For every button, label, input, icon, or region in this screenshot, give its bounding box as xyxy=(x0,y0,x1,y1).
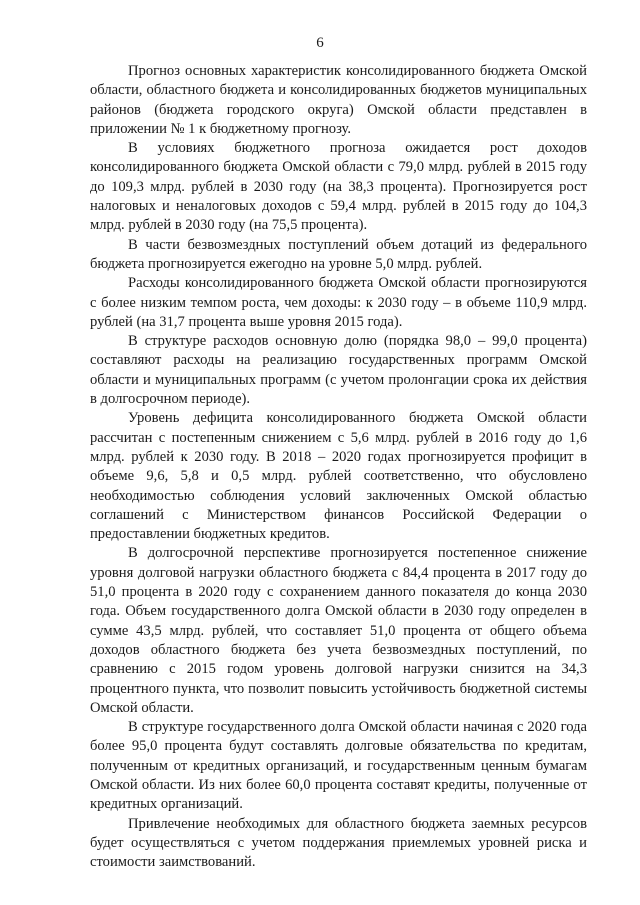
paragraph-expenditure-structure: В структуре расходов основную долю (порядка 98,0 – 99,0 процента) составляют расходы на реализацию государственных программ Омской области и муниципальных программ (с учетом пролонгации срока их действия в долгосрочном периоде). xyxy=(90,333,587,408)
paragraph-borrowing: Привлечение необходимых для областного бюджета заемных ресурсов будет осуществляться с учетом поддержания приемлемых уровней риска и стоимости заимствований. xyxy=(90,815,587,871)
paragraph-forecast-intro: Прогноз основных характеристик консолидированного бюджета Омской области, областного бюджета и консолидированных бюджетов муниципальных районов (бюджета городского округа) Омской области представлен в приложении № 1 к бюджетному прогнозу. xyxy=(90,63,587,137)
paragraph-expenditures: Расходы консолидированного бюджета Омской области прогнозируются с более низким темпом роста, чем доходы: к 2030 году – в объеме 110,9 млрд. рублей (на 31,7 процента выше уровня 2015 года). xyxy=(90,275,587,330)
paragraph-federal-subsidies: В части безвозмездных поступлений объем дотаций из федерального бюджета прогнозируется ежегодно на уровне 5,0 млрд. рублей. xyxy=(90,236,587,272)
document-body xyxy=(90,62,587,872)
paragraph-debt-structure: В структуре государственного долга Омской области начиная с 2020 года более 95,0 процента будут составлять долговые обязательства по кредитам, полученным от кредитных организаций, и государственным ценным бумагам Омской области. Из них более 60,0 процента составят кредиты, полученные от кредитных организаций. xyxy=(90,719,587,813)
paragraph-debt-load: В долгосрочной перспективе прогнозируется постепенное снижение уровня долговой нагрузки областного бюджета с 84,4 процента в 2017 году до 51,0 процента в 2020 году с сохранением данного показателя до конца 2030 года. Объем государственного долга Омской области в 2030 году определен в сумме 43,5 млрд. рублей, что составляет 51,0 процента от общего объема доходов областного бюджета без учета безвозмездных поступлений, по сравнению с 2015 годом уровень долговой нагрузки снизится на 34,3 процентного пункта, что позволит повысить устойчивость бюджетной системы Омской области. xyxy=(90,545,587,716)
paragraph-deficit: Уровень дефицита консолидированного бюджета Омской области рассчитан с постепенным снижением с 5,6 млрд. рублей в 2016 году до 1,6 млрд. рублей к 2030 году. В 2018 – 2020 годах прогнозируется профицит в объеме 9,6, 5,8 и 0,5 млрд. рублей соответственно, что обусловлено необходимостью соблюдения условий заключенных Омской областью соглашений с Министерством финансов Российской Федерации о предоставлении бюджетных кредитов. xyxy=(90,410,587,543)
page-number: 6 xyxy=(316,35,324,51)
paragraph-revenue-growth: В условиях бюджетного прогноза ожидается рост доходов консолидированного бюджета Омской области с 79,0 млрд. рублей в 2015 году до 109,3 млрд. рублей в 2030 году (на 38,3 процента). Прогнозируется рост налоговых и неналоговых доходов с 59,4 млрд. рублей в 2015 году до 104,3 млрд. рублей в 2030 году (на 75,5 процента). xyxy=(90,140,587,234)
